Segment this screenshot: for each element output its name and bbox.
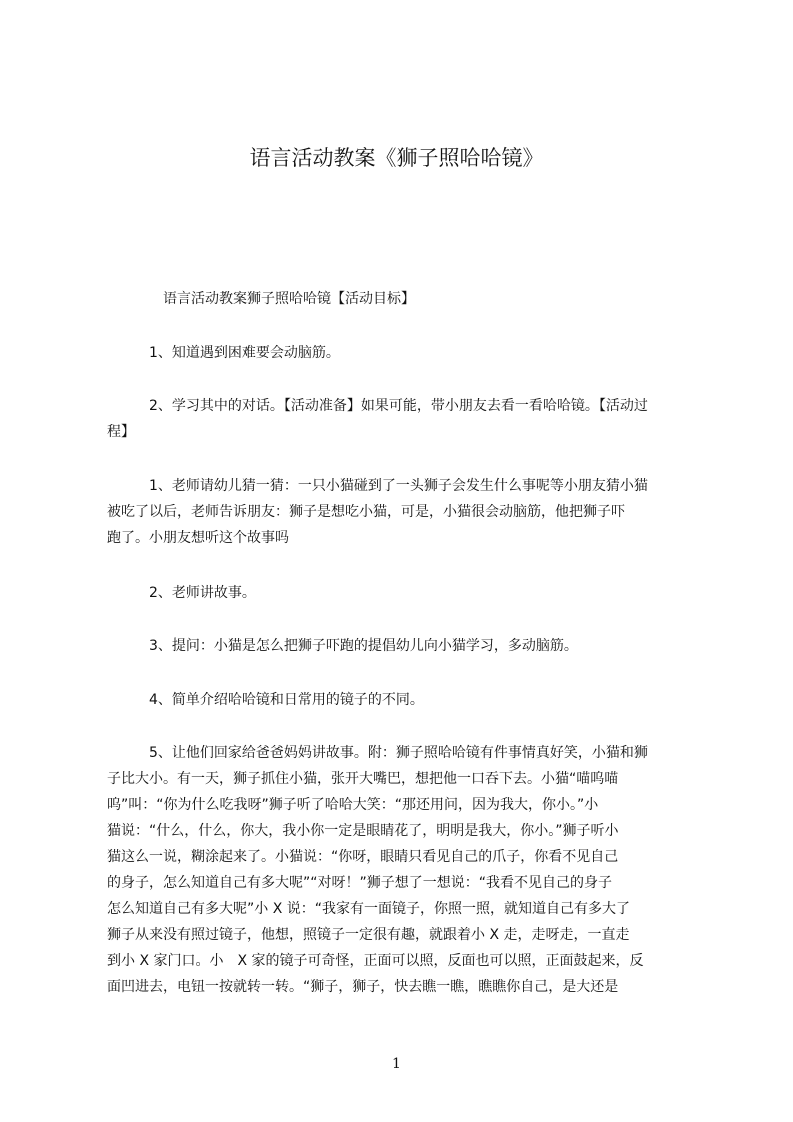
paragraph-goal-1 — [107, 340, 711, 366]
paragraph-goal-2 — [107, 393, 711, 445]
paragraph-step-2 — [107, 580, 711, 606]
paragraph-line: 2、学习其中的对话。【活动准备】如果可能，带小朋友去看一看哈哈镜。【活动过 — [107, 398, 648, 414]
paragraph-line: 子比大小。有一天，狮子抓住小猫，张开大嘴巴，想把他一口吞下去。小猫“喵呜喵 — [107, 771, 619, 787]
paragraph-line: 3、提问：小猫是怎么把狮子吓跑的提倡幼儿向小猫学习，多动脑筋。 — [107, 638, 578, 654]
paragraph-step-5-story — [107, 740, 711, 1000]
paragraph-line: 跑了。小朋友想听这个故事吗 — [107, 530, 289, 546]
paragraph-line: 猫说：“什么，什么，你大，我小你一定是眼睛花了，明明是我大，你小。”狮子听小 — [107, 823, 619, 839]
paragraph-step-1 — [107, 473, 711, 551]
paragraph-line: 面凹进去，电钮一按就转一转。“狮子，狮子，快去瞧一瞧，瞧瞧你自己，是大还是 — [107, 979, 619, 995]
paragraph-line: 猫这么一说，糊涂起来了。小猫说：“你呀，眼睛只看见自己的爪子，你看不见自己 — [107, 849, 619, 865]
paragraph-line: 1、老师请幼儿猜一猜：一只小猫碰到了一头狮子会发生什么事呢等小朋友猜小猫 — [107, 478, 648, 494]
paragraph-line: 语言活动教案狮子照哈哈镜【活动目标】 — [107, 291, 415, 307]
paragraph-line: 的身子，怎么知道自己有多大呢”“对呀！”狮子想了一想说：“我看不见自己的身子 — [107, 875, 613, 891]
paragraph-step-4 — [107, 687, 711, 713]
page-number: 1 — [392, 1056, 401, 1072]
paragraph-line: 狮子从来没有照过镜子，他想，照镜子一定很有趣，就跟着小 X 走，走呀走，一直走 — [107, 927, 630, 943]
paragraph-line: 呜”叫：“你为什么吃我呀”狮子听了哈哈大笑：“那还用问，因为我大，你小。”小 — [107, 797, 599, 813]
paragraph-line: 5、让他们回家给爸爸妈妈讲故事。附：狮子照哈哈镜有件事情真好笑，小猫和狮 — [107, 745, 648, 761]
paragraph-line: 1、知道遇到困难要会动脑筋。 — [107, 345, 340, 361]
paragraph-line: 怎么知道自己有多大呢”小 X 说：“我家有一面镜子，你照一照，就知道自己有多大了 — [107, 901, 630, 917]
section-heading-paragraph — [107, 286, 711, 312]
paragraph-line: 程】 — [107, 424, 135, 440]
paragraph-line: 被吃了以后，老师告诉朋友：狮子是想吃小猫，可是，小猫很会动脑筋，他把狮子吓 — [107, 504, 625, 520]
paragraph-step-3 — [107, 633, 711, 659]
paragraph-line: 2、老师讲故事。 — [107, 585, 256, 601]
paragraph-line: 4、简单介绍哈哈镜和日常用的镜子的不同。 — [107, 692, 424, 708]
document-title: 语言活动教案《狮子照哈哈镜》 — [249, 146, 544, 170]
paragraph-line: 到小 X 家门口。小 X 家的镜子可奇怪，正面可以照，反面也可以照，正面鼓起来，反 — [107, 953, 644, 969]
